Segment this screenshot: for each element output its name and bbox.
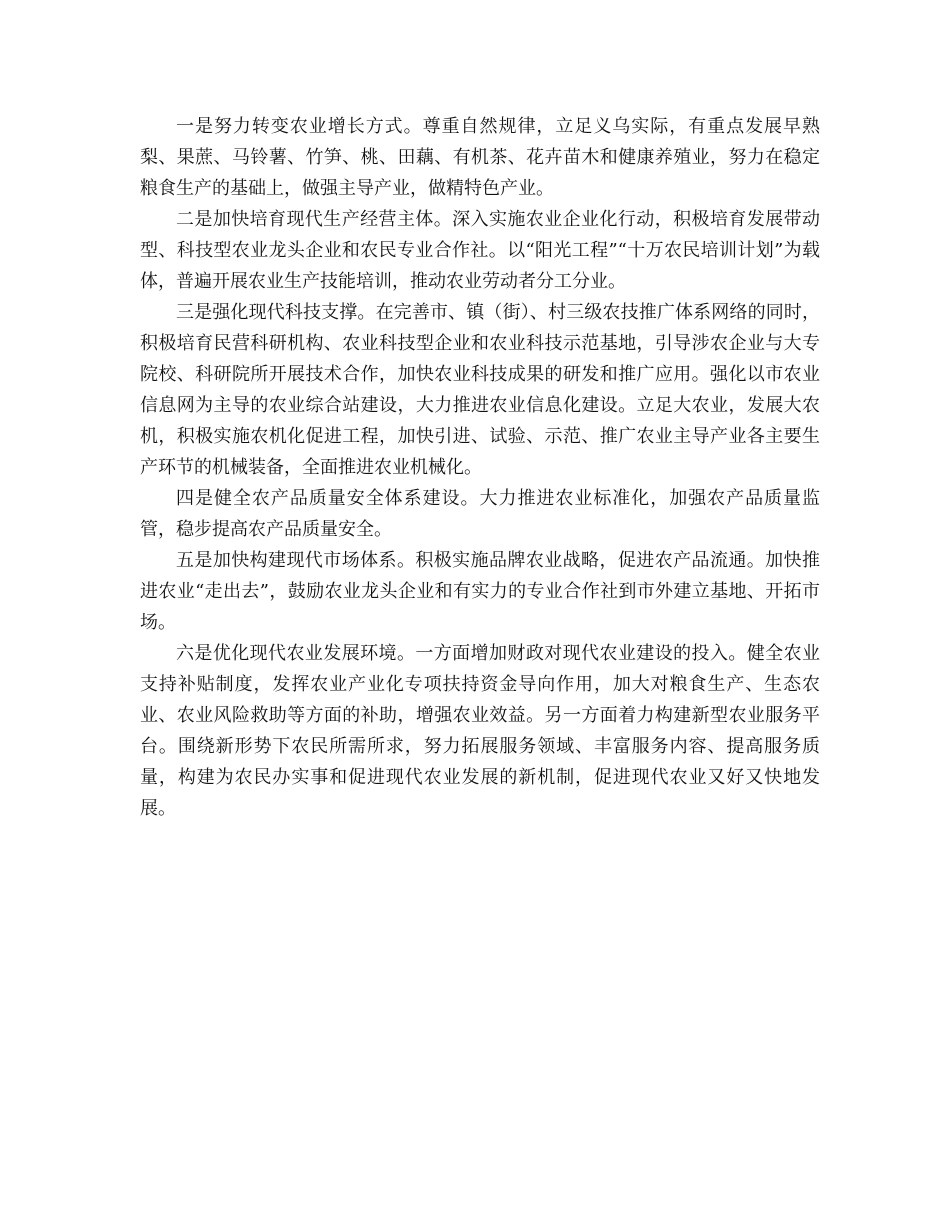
paragraph-2: 二是加快培育现代生产经营主体。深入实施农业企业化行动，积极培育发展带动型、科技型农业龙头企业和农民专业合作社。以“阳光工程”“十万农民培训计划”为载体，普遍开展农业生产技能培训，推动农业劳动者分工分业。 — [140, 209, 820, 292]
document-body — [140, 111, 820, 824]
paragraph-3: 三是强化现代科技支撑。在完善市、镇（街）、村三级农技推广体系网络的同时，积极培育民营科研机构、农业科技型企业和农业科技示范基地，引导涉农企业与大专院校、科研院所开展技术合作，加快农业科技成果的研发和推广应用。强化以市农业信息网为主导的农业综合站建设，大力推进农业信息化建设。立足大农业，发展大农机，积极实施农机化促进工程，加快引进、试验、示范、推广农业主导产业各主要生产环节的机械装备，全面推进农业机械化。 — [140, 302, 820, 478]
paragraph-1: 一是努力转变农业增长方式。尊重自然规律，立足义乌实际，有重点发展早熟梨、果蔗、马铃薯、竹笋、桃、田藕、有机茶、花卉苗木和健康养殖业，努力在稳定粮食生产的基础上，做强主导产业，做精特色产业。 — [140, 116, 820, 199]
paragraph-5: 五是加快构建现代市场体系。积极实施品牌农业战略，促进农产品流通。加快推进农业“走出去”，鼓励农业龙头企业和有实力的专业合作社到市外建立基地、开拓市场。 — [140, 550, 820, 633]
paragraph-4: 四是健全农产品质量安全体系建设。大力推进农业标准化，加强农产品质量监管，稳步提高农产品质量安全。 — [140, 488, 820, 540]
paragraph-6: 六是优化现代农业发展环境。一方面增加财政对现代农业建设的投入。健全农业支持补贴制度，发挥农业产业化专项扶持资金导向作用，加大对粮食生产、生态农业、农业风险救助等方面的补助，增强农业效益。另一方面着力构建新型农业服务平台。围绕新形势下农民所需所求，努力拓展服务领域、丰富服务内容、提高服务质量，构建为农民办实事和促进现代农业发展的新机制，促进现代农业又好又快地发展。 — [140, 643, 820, 819]
